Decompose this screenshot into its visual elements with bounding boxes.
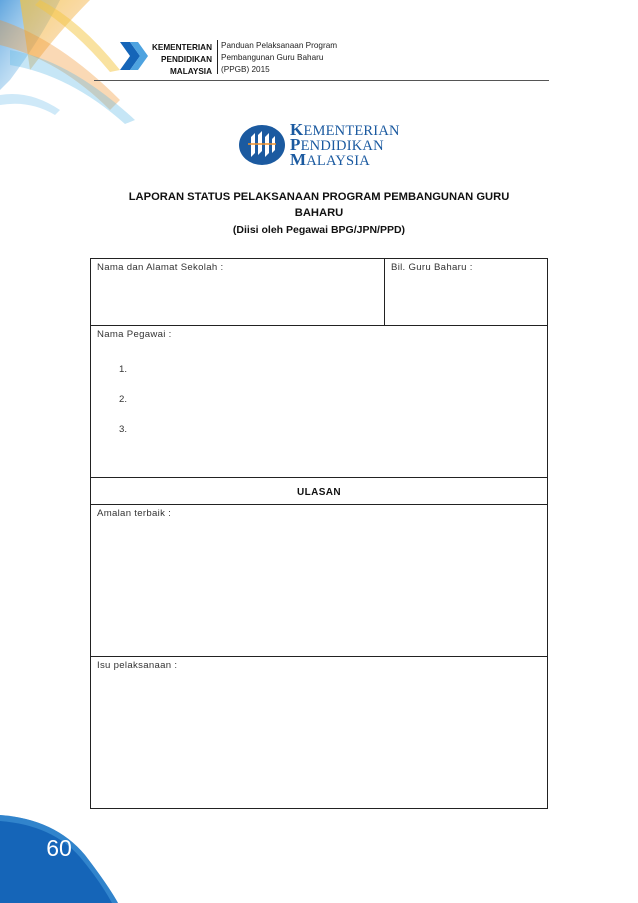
officer-number: 3. <box>119 424 128 435</box>
header-rule <box>94 80 549 81</box>
ulasan-heading-cell <box>90 477 548 505</box>
chevron-right-icon <box>118 40 150 72</box>
logo-initial: P <box>290 135 301 154</box>
page-number: 60 <box>46 835 72 861</box>
ministry-emblem-icon <box>238 124 286 166</box>
section-heading: ULASAN <box>296 487 342 498</box>
header-divider <box>217 40 218 74</box>
ministry-logo-text <box>290 120 400 169</box>
form-title-line: LAPORAN STATUS PELAKSANAAN PROGRAM PEMBANGUNAN GURU <box>128 191 510 203</box>
logo-line-1 <box>290 120 400 139</box>
officer-names-field[interactable] <box>90 325 548 478</box>
new-teachers-label: Bil. Guru Baharu : <box>391 262 473 273</box>
logo-word: ALAYSIA <box>306 153 370 169</box>
form-title <box>100 189 538 221</box>
new-teachers-count-field[interactable] <box>384 258 548 326</box>
header-doc-line: Pembangunan Guru Baharu <box>221 53 324 62</box>
school-name-label: Nama dan Alamat Sekolah : <box>97 262 224 273</box>
officer-number: 2. <box>119 394 128 405</box>
best-practice-label: Amalan terbaik : <box>97 508 172 519</box>
logo-initial: K <box>290 120 304 139</box>
header-document-title <box>221 40 371 76</box>
header-ministry-line: KEMENTERIAN <box>151 43 212 52</box>
issues-label: Isu pelaksanaan : <box>97 660 178 671</box>
header-ministry-line: MALAYSIA <box>169 67 212 76</box>
logo-word: EMENTERIAN <box>303 123 400 139</box>
form-title-line: BAHARU <box>294 207 344 219</box>
logo-line-2 <box>290 135 400 154</box>
best-practice-field[interactable] <box>90 504 548 657</box>
school-name-field[interactable] <box>90 258 385 326</box>
header-doc-line: (PPGB) 2015 <box>221 65 270 74</box>
logo-initial: M <box>290 150 307 169</box>
officer-number: 1. <box>119 364 128 375</box>
header-ministry-name <box>148 42 212 78</box>
header-doc-line: Panduan Pelaksanaan Program <box>221 41 338 50</box>
officer-label: Nama Pegawai : <box>97 329 172 340</box>
logo-word: ENDIDIKAN <box>300 138 384 154</box>
logo-line-3 <box>290 150 400 169</box>
issues-field[interactable] <box>90 656 548 809</box>
form-subtitle: (Diisi oleh Pegawai BPG/JPN/PPD) <box>232 224 406 236</box>
header-ministry-line: PENDIDIKAN <box>161 55 212 64</box>
